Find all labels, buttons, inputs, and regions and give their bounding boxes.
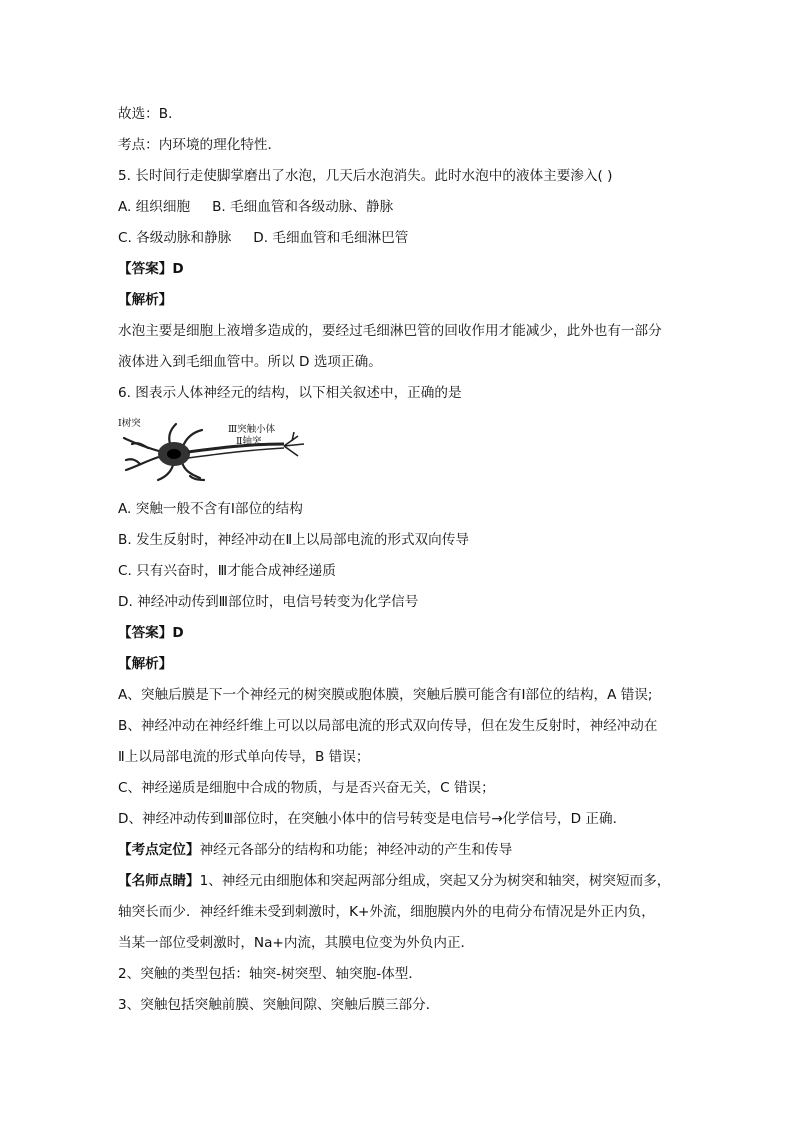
q6-explanation-b-1: B、神经冲动在神经纤维上可以以局部电流的形式双向传导，但在发生反射时，神经冲动在 xyxy=(118,718,658,734)
q5-options-row-1 xyxy=(118,197,393,217)
mingshi-line-3: 当某一部位受刺激时，Na+内流，其膜电位变为外负内正． xyxy=(118,935,475,951)
kaodian-tag: 【考点定位】 xyxy=(118,842,200,858)
question-6: 6. 图表示人体神经元的结构，以下相关叙述中，正确的是 xyxy=(118,385,462,401)
q6-explanation-heading: 【解析】 xyxy=(118,656,173,672)
mingshi-text-1: 1、神经元由细胞体和突起两部分组成，突起又分为树突和轴突，树突短而多， xyxy=(199,873,671,889)
q5-option-a: A. 组织细胞 xyxy=(118,199,191,215)
topic-line: 考点：内环境的理化特性． xyxy=(118,137,282,153)
mingshi-line-1 xyxy=(118,871,670,891)
q6-explanation-a: A、突触后膜是下一个神经元的树突膜或胞体膜，突触后膜可能含有Ⅰ部位的结构，A 错误; xyxy=(118,687,653,703)
mingshi-tag: 【名师点睛】 xyxy=(118,873,200,889)
q6-answer: 【答案】D xyxy=(118,625,184,641)
kaodian-text: 神经元各部分的结构和功能；神经冲动的产生和传导 xyxy=(199,842,513,858)
label-axon: Ⅱ轴突 xyxy=(236,436,262,447)
q6-explanation-d: D、神经冲动传到Ⅲ部位时，在突触小体中的信号转变是电信号→化学信号，D 正确． xyxy=(118,811,627,827)
q6-option-d: D. 神经冲动传到Ⅲ部位时，电信号转变为化学信号 xyxy=(118,594,419,610)
q5-option-b: B. 毛细血管和各级动脉、静脉 xyxy=(212,199,394,215)
q5-explanation-heading: 【解析】 xyxy=(118,292,173,308)
note-item-3: 3、突触包括突触前膜、突触间隙、突触后膜三部分． xyxy=(118,997,440,1013)
q5-explanation-line-1: 水泡主要是细胞上液增多造成的，要经过毛细淋巴管的回收作用才能减少，此外也有一部分 xyxy=(118,323,662,339)
answer-choice-line: 故选：B． xyxy=(118,106,182,122)
q6-option-a: A. 突触一般不含有Ⅰ部位的结构 xyxy=(118,501,303,517)
q5-options-row-2 xyxy=(118,228,408,248)
axon-terminals-shape xyxy=(284,432,304,456)
q6-explanation-b-2: Ⅱ上以局部电流的形式单向传导，B 错误； xyxy=(118,749,370,765)
note-item-2: 2、突触的类型包括：轴突-树突型、轴突胞-体型． xyxy=(118,966,422,982)
nucleus-shape xyxy=(167,449,181,459)
q5-answer: 【答案】D xyxy=(118,261,184,277)
q6-explanation-c: C、神经递质是细胞中合成的物质，与是否兴奋无关，C 错误； xyxy=(118,780,495,796)
question-5: 5. 长时间行走使脚掌磨出了水泡，几天后水泡消失。此时水泡中的液体主要渗入( ) xyxy=(118,168,613,184)
label-synapse: Ⅲ突触小体 xyxy=(228,424,276,435)
neuron-diagram xyxy=(118,414,310,482)
q5-option-c: C. 各级动脉和静脉 xyxy=(118,230,232,246)
kaodian-line xyxy=(118,840,512,860)
q5-option-d: D. 毛细血管和毛细淋巴管 xyxy=(253,230,409,246)
mingshi-line-2: 轴突长而少．神经纤维未受到刺激时，K+外流，细胞膜内外的电荷分布情况是外正内负， xyxy=(118,904,655,920)
q6-option-c: C. 只有兴奋时，Ⅲ才能合成神经递质 xyxy=(118,563,336,579)
q5-explanation-line-2: 液体进入到毛细血管中。所以 D 选项正确。 xyxy=(118,354,382,370)
label-dendrite: Ⅰ树突 xyxy=(118,418,141,429)
q6-option-b: B. 发生反射时，神经冲动在Ⅱ上以局部电流的形式双向传导 xyxy=(118,532,469,548)
